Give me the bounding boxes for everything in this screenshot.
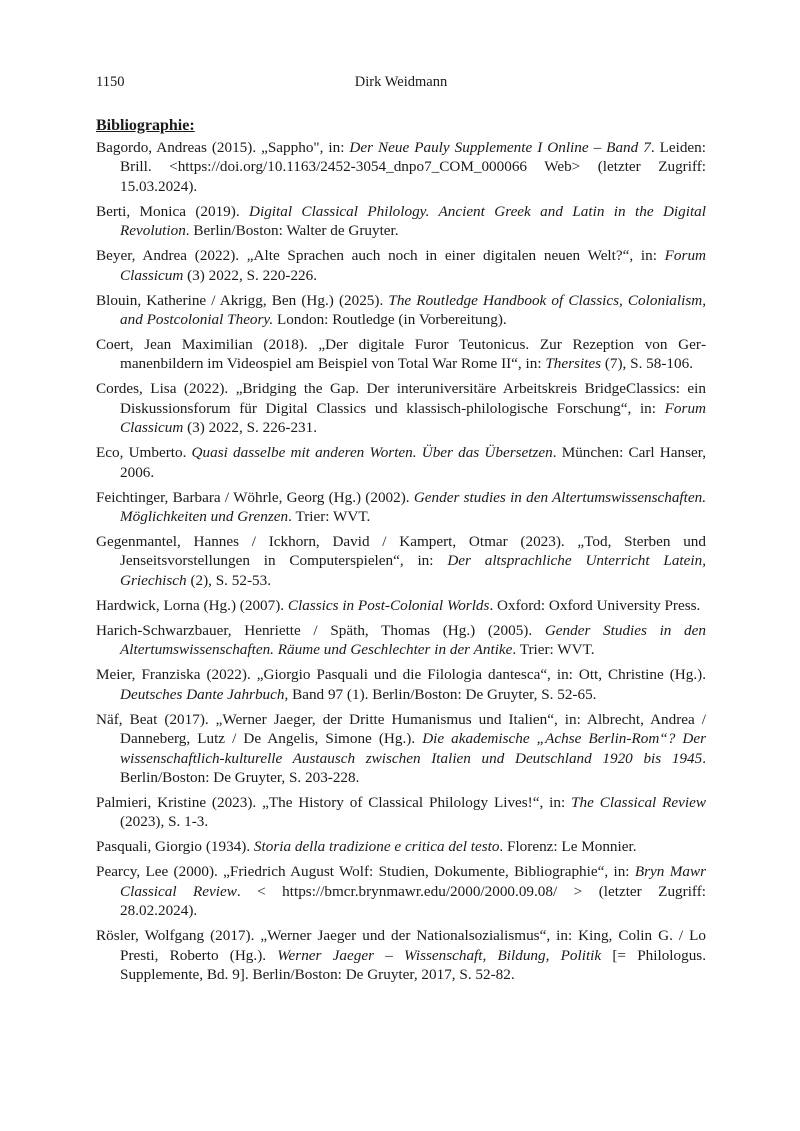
entry-text: Cordes, Lisa (2022). „Bridging the Gap. Der interuniversitäre Arbeitskreis BridgeClassics: ein Diskussionsforum für Digital Classics und klassisch-philologische Forschung“, in: (96, 380, 706, 417)
bibliography-entry (96, 202, 706, 241)
entry-text: Coert, Jean Maximilian (2018). „Der digitale Furor Teutonicus. Zur Rezeption von Germanenbildern im Videospiel am Beispiel von Total War Rome II“, in: (96, 336, 706, 373)
entry-text: Beyer, Andrea (2022). „Alte Sprachen auch noch in einer digitalen neuen Welt?“, in: (96, 247, 665, 265)
entry-title: Forum Classicum (120, 399, 706, 437)
entry-text: Pearcy, Lee (2000). „Friedrich August Wolf: Studien, Dokumente, Bibliographie“, in: (96, 863, 635, 881)
section-title: Bibliographie: (96, 117, 195, 134)
entry-text: . München: Carl Hanser, 2006. (120, 444, 706, 481)
entry-title: Bryn Mawr Classical Review (120, 863, 707, 900)
running-head (96, 72, 706, 92)
entry-text: London: Routledge (in Vorbereitung). (273, 311, 507, 329)
entry-text: Rösler, Wolfgang (2017). „Werner Jaeger und der Nationalsozialismus“, in: King, Colin G. / Lo Presti, Roberto (Hg.). (96, 927, 706, 964)
running-head-author: Dirk Weidmann (354, 74, 448, 90)
entry-text: Berti, Monica (2019). (96, 202, 250, 220)
entry-text: . Trier: WVT. (512, 641, 595, 659)
entry-text: . Trier: WVT. (288, 508, 371, 526)
entry-text: (3) 2022, S. 226-231. (183, 419, 318, 437)
entry-text: Näf, Beat (2017). „Werner Jaeger, der Dritte Humanismus und Italien“, in: Albrecht, Andrea / Danneberg, Lutz / De Angelis, Simone (Hg.). (96, 710, 706, 748)
entry-text: Feichtinger, Barbara / Wöhrle, Georg (Hg.) (2002). (96, 488, 414, 506)
bibliography-entry (96, 837, 706, 856)
entry-title: Gender Studies in den Altertumswissenschaften. Räume und Geschlechter in der Antike (120, 621, 706, 659)
bibliography-entry (96, 793, 706, 832)
entry-text: . Berlin/Boston: Walter de Gruyter. (185, 222, 399, 240)
entry-title: Classics in Post-Colonial Worlds (287, 596, 490, 614)
bibliography-section (96, 116, 706, 990)
bibliography-entry (96, 532, 706, 590)
bibliography-entry (96, 335, 706, 374)
bibliography-entry (96, 710, 706, 788)
entry-title: Quasi dasselbe mit anderen Worten. Über das Übersetzen (191, 444, 553, 462)
bibliography-entry (96, 665, 706, 704)
bibliography-entry (96, 246, 706, 285)
entry-text: . Berlin/Boston: De Gruyter, S. 203-228. (120, 749, 706, 786)
bibliography-entry (96, 488, 706, 527)
bibliography-entry (96, 443, 706, 482)
entry-title: Der altsprachliche Unterricht Latein, Griechisch (120, 552, 706, 589)
entry-text: . Leiden: Brill. <https://doi.org/10.1163/2452-3054_dnpo7_COM_000066 Web> (letzter Zugriff: 15.03.2024). (120, 139, 706, 195)
entry-text: [= Philologus. Supplemente, Bd. 9]. Berlin/Boston: De Gruyter, 2017, S. 52-82. (120, 946, 707, 983)
entry-text: Bagordo, Andreas (2015). „Sappho", in: (96, 139, 350, 156)
entry-text: Hardwick, Lorna (Hg.) (2007). (96, 596, 288, 614)
page-number: 1150 (96, 74, 125, 90)
entry-title: The Routledge Handbook of Classics, Colonialism, and Postcolonial Theory. (120, 291, 706, 329)
entry-text: Eco, Umberto. (96, 444, 192, 462)
entry-text: Palmieri, Kristine (2023). „The History of Classical Philology Lives!“, in: (96, 793, 572, 811)
bibliography-entry (96, 138, 706, 196)
bibliography-entry (96, 291, 706, 330)
entry-title: Thersites (545, 355, 602, 373)
entry-title: Der Neue Pauly Supplemente I Online – Band 7 (349, 139, 651, 156)
entry-text: Harich-Schwarzbauer, Henriette / Späth, Thomas (Hg.) (2005). (96, 621, 545, 639)
bibliography-entry (96, 621, 706, 660)
entry-title: Die akademische „Achse Berlin-Rom“? Der wissenschaftlich-kulturelle Austausch zwischen Italien und Deutschland 1920 bis 1945 (120, 730, 707, 767)
entry-text: . < https://bmcr.brynmawr.edu/2000/2000.09.08/ > (letzter Zugriff: 28.02.2024). (120, 882, 706, 920)
entry-title: Deutsches Dante Jahrbuch (120, 685, 285, 703)
entry-text: (3) 2022, S. 220-226. (183, 266, 318, 284)
entry-text: Gegenmantel, Hannes / Ickhorn, David / Kampert, Otmar (2023). „Tod, Sterben und Jenseitsvorstellungen in Computerspielen“, in: (96, 533, 706, 570)
entry-title: Gender studies in den Altertumswissenschaften. Möglichkeiten und Grenzen (120, 488, 706, 526)
bibliography-entry (96, 926, 706, 984)
entry-text: . Oxford: Oxford University Press. (489, 596, 701, 614)
entry-text: (2), S. 52-53. (186, 571, 272, 589)
entry-text: Blouin, Katherine / Akrigg, Ben (Hg.) (2025). (96, 291, 389, 309)
entry-text: , Band 97 (1). Berlin/Boston: De Gruyter, S. 52-65. (284, 685, 597, 703)
entry-text: (7), S. 58-106. (601, 355, 694, 373)
entry-text: (2023), S. 1-3. (120, 813, 209, 831)
bibliography-entry (96, 379, 706, 437)
bibliography-entry (96, 862, 706, 920)
entry-text: Pasquali, Giorgio (1934). (96, 838, 254, 856)
entry-text: . Florenz: Le Monnier. (499, 838, 637, 856)
entry-title: The Classical Review (571, 793, 706, 811)
entry-title: Werner Jaeger – Wissenschaft, Bildung, Politik (277, 946, 602, 964)
entry-title: Storia della tradizione e critica del testo (253, 838, 500, 856)
bibliography-entry (96, 596, 706, 615)
entry-text: Meier, Franziska (2022). „Giorgio Pasquali und die Filologia dantesca“, in: Ott, Christine (Hg.). (96, 666, 706, 684)
entry-title: Forum Classicum (120, 247, 706, 284)
entry-title: Digital Classical Philology. Ancient Greek and Latin in the Digital Revolution (120, 202, 706, 240)
